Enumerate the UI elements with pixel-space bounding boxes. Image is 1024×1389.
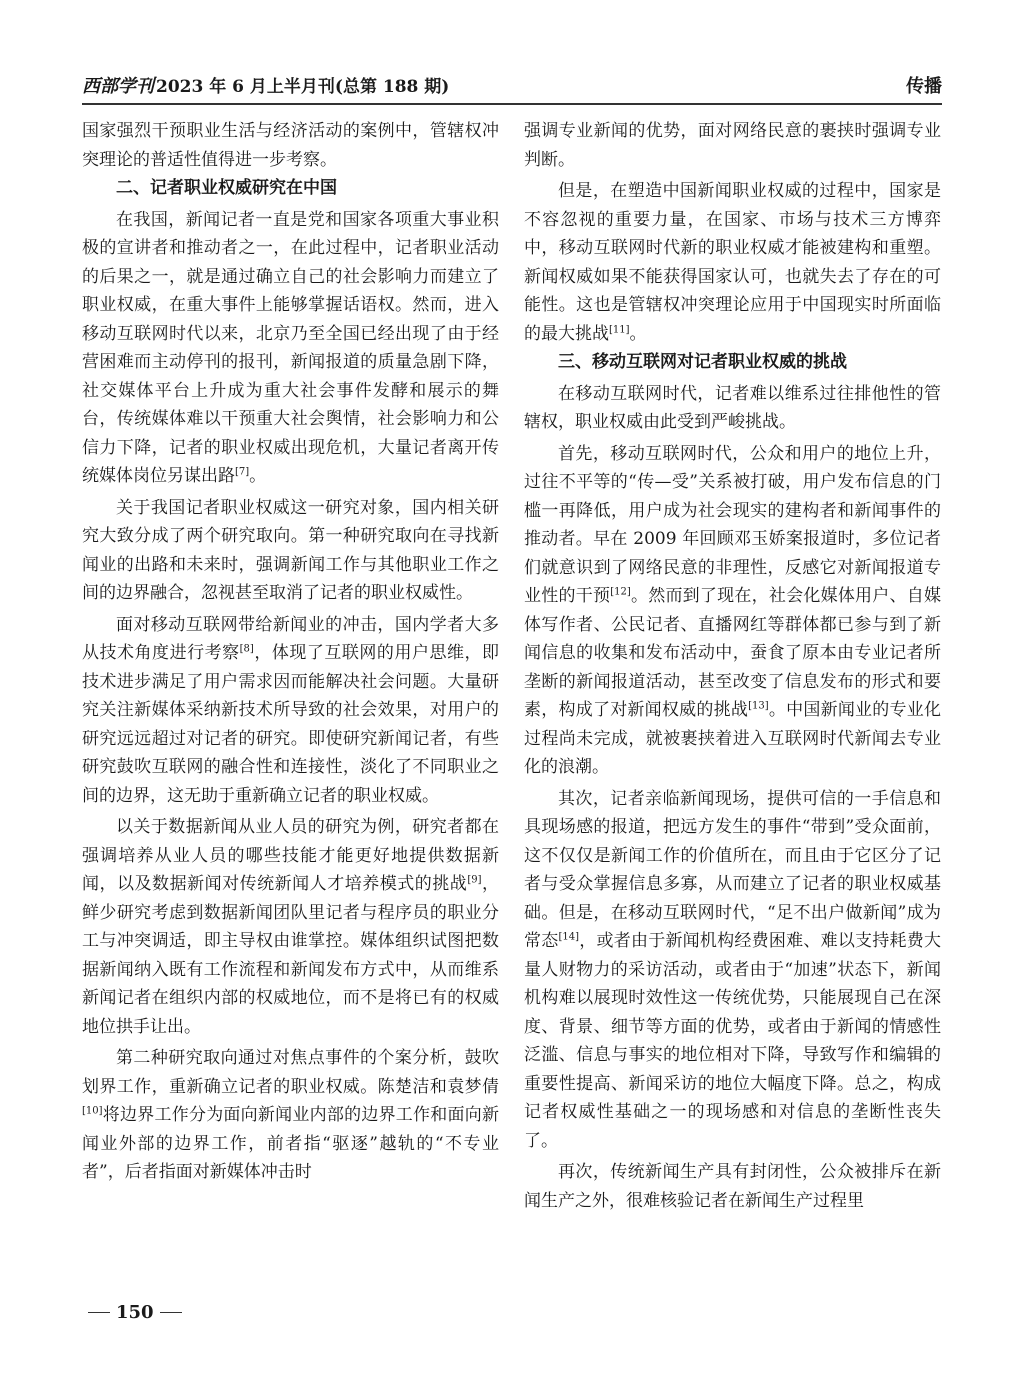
citation-ref: [12] bbox=[610, 586, 631, 598]
running-header bbox=[82, 72, 942, 102]
citation-ref: [14] bbox=[558, 931, 580, 943]
text-run: 。 bbox=[249, 466, 267, 486]
text-run: 强调专业新闻的优势，面对网络民意的裹挟时强调专业判断。 bbox=[524, 121, 941, 170]
text-run: 二、记者职业权威研究在中国 bbox=[116, 178, 337, 198]
text-run: 。 bbox=[629, 323, 647, 344]
page-number: 150 bbox=[116, 1302, 154, 1323]
text-run: 三、移动互联网对记者职业权威的挑战 bbox=[558, 352, 847, 372]
body-paragraph bbox=[524, 177, 941, 348]
section-heading bbox=[524, 348, 941, 377]
text-run: ，鲜少研究考虑到数据新闻团队里记者与程序员的职业分工与冲突调适，即主导权由谁掌控。媒体组织试图把数据新闻纳入既有工作流程和新闻发布方式中，从而维系新闻记者在组织内部的权威地位，而不是将已有的权威地位拱手让出。 bbox=[82, 874, 500, 1037]
page-footer bbox=[82, 1302, 188, 1323]
text-run: 在移动互联网时代，记者难以维系过往排他性的管辖权，职业权威由此受到严峻挑战。 bbox=[524, 383, 941, 432]
body-paragraph bbox=[524, 440, 941, 782]
footer-dash-left bbox=[88, 1312, 110, 1313]
text-run: 但是，在塑造中国新闻职业权威的过程中，国家是不容忽视的重要力量，在国家、市场与技术三方博弈中，移动互联网时代新的职业权威才能被建构和重塑。新闻权威如果不能获得国家认可，也就失去了存在的可能性。这也是管辖权冲突理论应用于中国现实时所面临的最大挑战 bbox=[524, 181, 941, 344]
text-run: ，体现了互联网的用户思维，即技术进步满足了用户需求因而能解决社会问题。大量研究关注新媒体采纳新技术所导致的社会效果，对用户的研究远远超过对记者的研究。即使研究新闻记者，有些研究鼓吹互联网的融合性和连接性，淡化了不同职业之间的边界，这无助于重新确立记者的职业权威。 bbox=[82, 643, 500, 806]
text-run: 国家强烈干预职业生活与经济活动的案例中，管辖权冲突理论的普适性值得进一步考察。 bbox=[82, 121, 499, 170]
text-run: 以关于数据新闻从业人员的研究为例，研究者都在强调培养从业人员的哪些技能才能更好地提供数据新闻，以及数据新闻对传统新闻人才培养模式的挑战 bbox=[82, 817, 499, 894]
text-run: 。然而到了现在，社会化媒体用户、自媒体写作者、公民记者、直播网红等群体都已参与到了新闻信息的收集和发布活动中，蚕食了原本由专业记者所垄断的新闻报道活动，甚至改变了信息发布的形式和要素，构成了对新闻权威的挑战 bbox=[524, 586, 942, 720]
body-paragraph bbox=[82, 117, 499, 174]
body-paragraph bbox=[82, 611, 499, 811]
citation-ref: [11] bbox=[609, 323, 630, 335]
body-paragraph bbox=[82, 494, 499, 608]
text-run: 。中国新闻业的专业化过程尚未完成，就被裹挟着进入互联网时代新闻去专业化的浪潮。 bbox=[524, 700, 942, 777]
header-rule bbox=[82, 103, 942, 105]
citation-ref: [9] bbox=[467, 874, 482, 886]
text-run: 面对移动互联网带给新闻业的冲击，国内学者大多从技术角度进行考察 bbox=[82, 614, 499, 663]
footer-dash-right bbox=[160, 1312, 182, 1313]
body-paragraph bbox=[524, 1158, 941, 1215]
text-run: 第二种研究取向通过对焦点事件的个案分析，鼓吹划界工作，重新确立记者的职业权威。陈楚洁和袁梦倩 bbox=[82, 1048, 499, 1097]
section-heading bbox=[82, 174, 499, 203]
section-tag: 传播 bbox=[906, 76, 942, 97]
text-run: 再次，传统新闻生产具有封闭性，公众被排斥在新闻生产之外，很难核验记者在新闻生产过程里 bbox=[524, 1162, 941, 1211]
body-paragraph bbox=[82, 206, 499, 491]
body-paragraph bbox=[524, 380, 941, 437]
body-paragraph bbox=[82, 1044, 499, 1187]
citation-ref: [8] bbox=[239, 643, 254, 655]
body-paragraph bbox=[82, 813, 499, 1041]
journal-logo: 西部学刊 bbox=[82, 76, 154, 97]
citation-ref: [10] bbox=[82, 1105, 103, 1117]
text-run: 其次，记者亲临新闻现场，提供可信的一手信息和具现场感的报道，把远方发生的事件“带到”受众面前，这不仅仅是新闻工作的价值所在，而且由于它区分了记者与受众掌握信息多寡，从而建立了记者的职业权威基础。但是，在移动互联网时代，“足不出户做新闻”成为常态 bbox=[524, 788, 941, 951]
citation-ref: [7] bbox=[235, 466, 250, 478]
issue-info: 2023 年 6 月上半月刊(总第 188 期) bbox=[156, 77, 450, 97]
left-column bbox=[82, 117, 499, 1187]
right-column bbox=[524, 117, 941, 1215]
text-run: ，或者由于新闻机构经费困难、难以支持耗费大量人财物力的采访活动，或者由于“加速”状态下，新闻机构难以展现时效性这一传统优势，只能展现自己在深度、背景、细节等方面的优势，或者由于新闻的情感性泛滥、信息与事实的地位相对下降，导致写作和编辑的重要性提高、新闻采访的地位大幅度下降。总之，构成记者权威性基础之一的现场感和对信息的垄断性丧失了。 bbox=[524, 931, 942, 1151]
text-run: 将边界工作分为面向新闻业内部的边界工作和面向新闻业外部的边界工作，前者指“驱逐”越轨的“不专业者”，后者指面对新媒体冲击时 bbox=[82, 1105, 499, 1182]
text-run: 关于我国记者职业权威这一研究对象，国内相关研究大致分成了两个研究取向。第一种研究取向在寻找新闻业的出路和未来时，强调新闻工作与其他职业工作之间的边界融合，忽视甚至取消了记者的职业权威性。 bbox=[82, 497, 499, 603]
body-paragraph bbox=[524, 117, 941, 174]
text-run: 首先，移动互联网时代，公众和用户的地位上升，过往不平等的“传—受”关系被打破，用户发布信息的门槛一再降低，用户成为社会现实的建构者和新闻事件的推动者。早在 2009 年回顾邓玉娇案报道时，多位记者们就意识到了网络民意的非理性，反感它对新闻报道专业性的干预 bbox=[524, 443, 941, 606]
header-left bbox=[82, 72, 449, 98]
body-paragraph bbox=[524, 785, 941, 1156]
citation-ref: [13] bbox=[748, 700, 769, 712]
text-run: 在我国，新闻记者一直是党和国家各项重大事业积极的宣讲者和推动者之一，在此过程中，记者职业活动的后果之一，就是通过确立自己的社会影响力而建立了职业权威，在重大事件上能够掌握话语权。然而，进入移动互联网时代以来，北京乃至全国已经出现了由于经营困难而主动停刊的报刊，新闻报道的质量急剧下降，社交媒体平台上升成为重大社会事件发酵和展示的舞台，传统媒体难以干预重大社会舆情，社会影响力和公信力下降，记者的职业权威出现危机，大量记者离开传统媒体岗位另谋出路 bbox=[82, 209, 499, 486]
